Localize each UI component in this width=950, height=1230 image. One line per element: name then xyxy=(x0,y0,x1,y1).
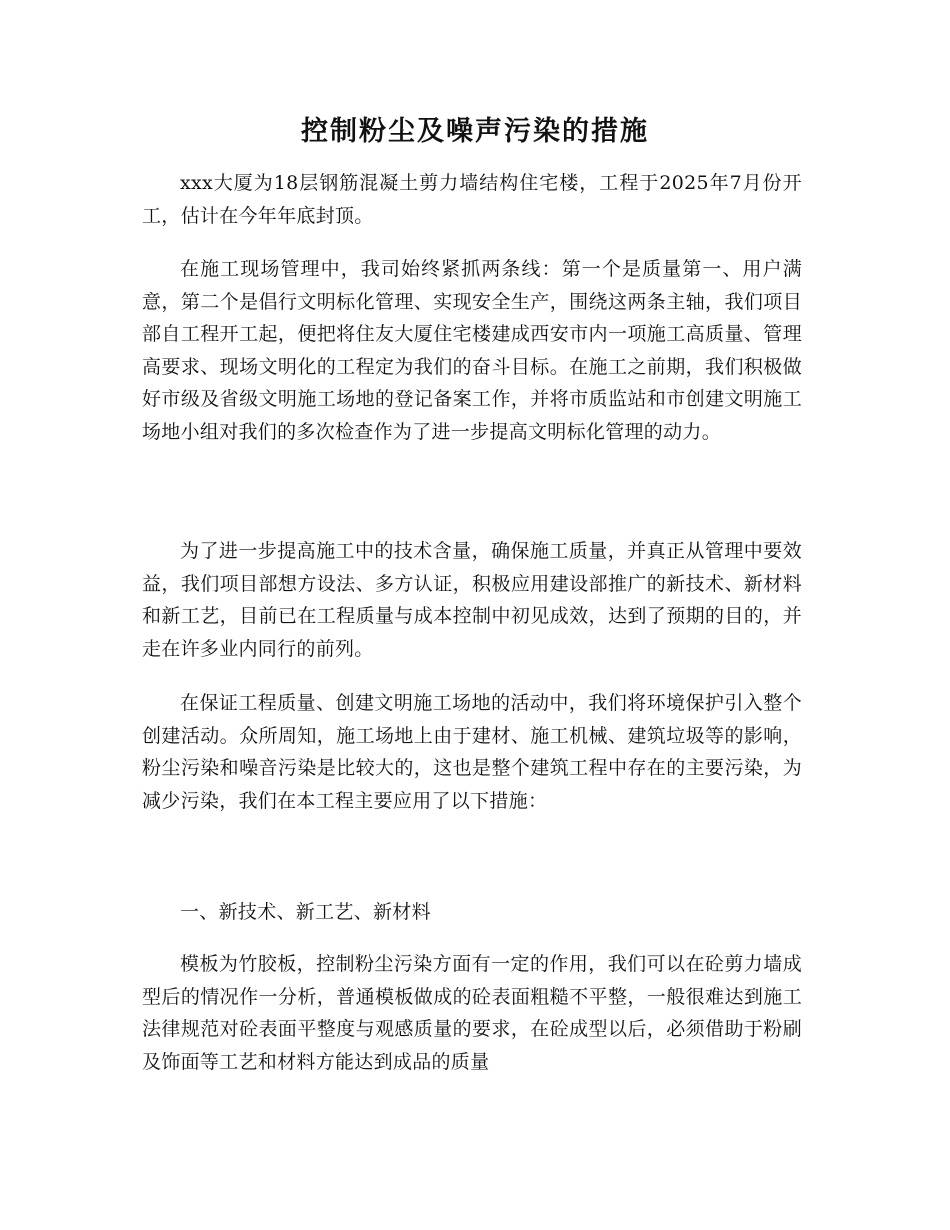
paragraph-environmental-protection: 在保证工程质量、创建文明施工场地的活动中，我们将环境保护引入整个创建活动。众所周知，施工场地上由于建材、施工机械、建筑垃圾等的影响，粉尘污染和噪音污染是比较大的，这也是整个建筑工程中存在的主要污染，为减少污染，我们在本工程主要应用了以下措施： xyxy=(142,692,802,812)
section-heading-new-tech: 一、新技术、新工艺、新材料 xyxy=(180,901,431,923)
document-title: 控制粉尘及噪声污染的措施 xyxy=(301,116,649,147)
paragraph-new-technology: 为了进一步提高施工中的技术含量，确保施工质量，并真正从管理中要效益，我们项目部想方设法、多方认证，积极应用建设部推广的新技术、新材料和新工艺，目前已在工程质量与成本控制中初见成效，达到了预期的目的，并走在许多业内同行的前列。 xyxy=(142,540,802,660)
paragraph-formwork: 模板为竹胶板，控制粉尘污染方面有一定的作用，我们可以在砼剪力墙成型后的情况作一分析，普通模板做成的砼表面粗糙不平整，一般很难达到施工法律规范对砼表面平整度与观感质量的要求，在砼成型以后，必须借助于粉刷及饰面等工艺和材料方能达到成品的质量 xyxy=(142,953,802,1073)
paragraph-project-intro: xxx大厦为18层钢筋混凝土剪力墙结构住宅楼，工程于2025年7月份开工，估计在今年年底封顶。 xyxy=(142,172,802,227)
paragraph-site-management: 在施工现场管理中，我司始终紧抓两条线：第一个是质量第一、用户满意，第二个是倡行文明标化管理、实现安全生产，围绕这两条主轴，我们项目部自工程开工起，便把将住友大厦住宅楼建成西安市内一项施工高质量、管理高要求、现场文明化的工程定为我们的奋斗目标。在施工之前期，我们积极做好市级及省级文明施工场地的登记备案工作，并将市质监站和市创建文明施工场地小组对我们的多次检查作为了进一步提高文明标化管理的动力。 xyxy=(142,258,802,443)
